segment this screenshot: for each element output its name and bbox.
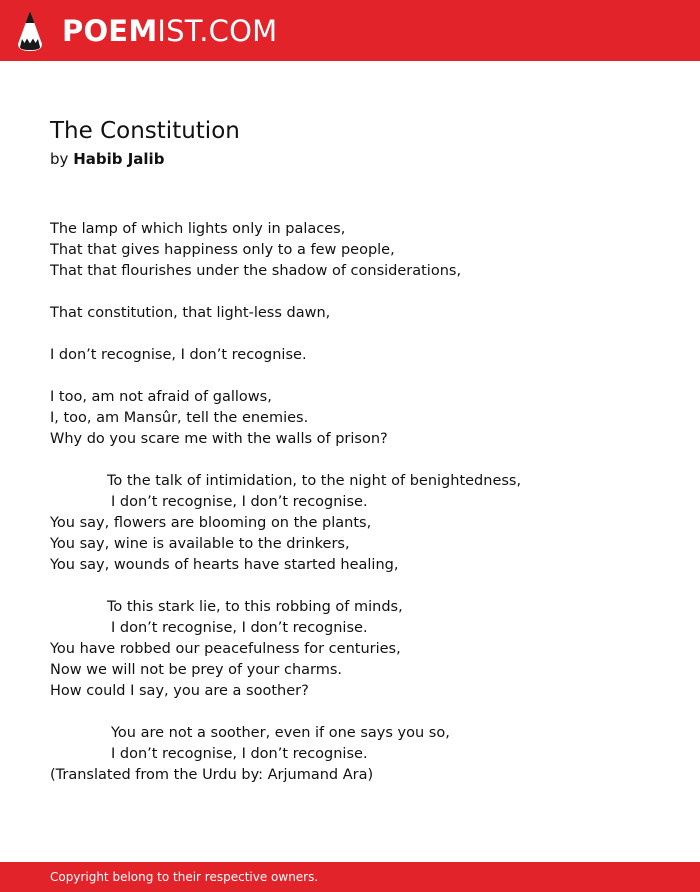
poem-line: That constitution, that light-less dawn,: [50, 305, 331, 321]
poem-line: I don’t recognise, I don’t recognise.: [50, 347, 307, 363]
poem-line: I don’t recognise, I don’t recognise.: [111, 620, 368, 636]
poem-line: I don’t recognise, I don’t recognise.: [111, 494, 368, 510]
poem-line: Now we will not be prey of your charms.: [50, 662, 343, 678]
poem-line: You say, wounds of hearts have started healing,: [50, 557, 399, 573]
site-header: [0, 0, 700, 61]
pencil-tip-icon: [17, 10, 43, 52]
copyright-notice: Copyright belong to their respective owners.: [50, 870, 319, 884]
poem-line: To this stark lie, to this robbing of minds,: [107, 599, 403, 615]
poem-line: Why do you scare me with the walls of prison?: [50, 431, 388, 447]
site-logo-text: [62, 10, 277, 52]
logo-text-bold: POEM: [62, 14, 158, 48]
poem-line: That that flourishes under the shadow of considerations,: [50, 263, 462, 279]
site-logo-link[interactable]: [17, 10, 277, 52]
site-footer: [0, 862, 700, 892]
poem-line: To the talk of intimidation, to the night of benightedness,: [107, 473, 522, 489]
poem-author: Habib Jalib: [73, 150, 165, 168]
poem-line: That that gives happiness only to a few people,: [50, 242, 395, 258]
poem-line: (Translated from the Urdu by: Arjumand Ara): [50, 767, 374, 783]
stanza-break: [50, 282, 670, 303]
stanza-break: [50, 324, 670, 345]
poem-byline: [50, 149, 164, 169]
poem-line: How could I say, you are a soother?: [50, 683, 309, 699]
poem-line: The lamp of which lights only in palaces,: [50, 221, 346, 237]
by-label: by: [50, 150, 69, 168]
stanza-break: [50, 450, 670, 471]
poem-body: [50, 219, 670, 786]
poem-title: The Constitution: [50, 118, 240, 144]
poem-line: You have robbed our peacefulness for centuries,: [50, 641, 401, 657]
poem-line: I too, am not afraid of gallows,: [50, 389, 272, 405]
stanza-break: [50, 702, 670, 723]
stanza-break: [50, 366, 670, 387]
poem-line: I don’t recognise, I don’t recognise.: [111, 746, 368, 762]
poem-line: You are not a soother, even if one says you so,: [111, 725, 450, 741]
logo-text-light: IST.COM: [157, 14, 278, 48]
poem-line: You say, flowers are blooming on the plants,: [50, 515, 372, 531]
poem-line: I, too, am Mansûr, tell the enemies.: [50, 410, 309, 426]
stanza-break: [50, 576, 670, 597]
poem-line: You say, wine is available to the drinkers,: [50, 536, 350, 552]
